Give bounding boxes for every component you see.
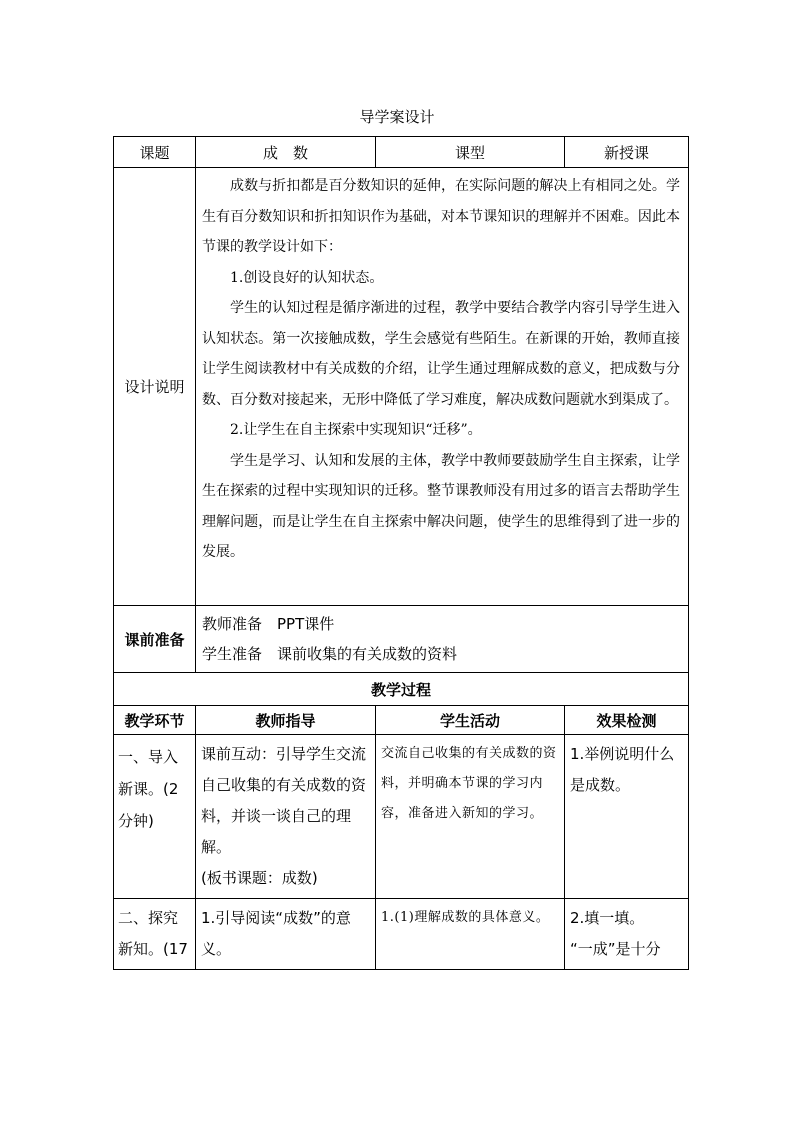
process-title: 教学过程 — [114, 673, 689, 706]
design-paragraph: 成数与折扣都是百分数知识的延伸，在实际问题的解决上有相同之处。学生有百分数知识和折扣知识作为基础，对本节课知识的理解并不困难。因此本节课的教学设计如下： — [202, 178, 680, 255]
teacher-guidance-text: 课前互动：引导学生交流自己收集的有关成数的资料，并谈一谈自己的理解。 — [201, 745, 367, 856]
design-paragraph: 1.创设良好的认知状态。 — [230, 269, 384, 286]
student-prep: 学生准备 课前收集的有关成数的资料 — [202, 645, 458, 663]
effect-check-cell: 1.举例说明什么是成数。 — [565, 735, 689, 899]
teacher-guidance-cell: 1.引导阅读“成数”的意义。 — [196, 899, 376, 970]
topic-value: 成 数 — [196, 137, 376, 168]
type-label: 课型 — [376, 137, 565, 168]
process-title-row — [114, 673, 689, 706]
student-activity-cell: 交流自己收集的有关成数的资料，并明确本节课的学习内容，准备进入新知的学习。 — [376, 735, 565, 899]
teacher-prep: 教师准备 PPT课件 — [202, 615, 335, 633]
process-column-header-row — [114, 706, 689, 735]
prep-row — [114, 606, 689, 673]
column-header: 效果检测 — [565, 706, 689, 735]
design-paragraph: 学生是学习、认知和发展的主体，教学中教师要鼓励学生自主探索，让学生在探索的过程中实现知识的迁移。整节课教师没有用过多的语言去帮助学生理解问题，而是让学生在自主探索中解决问题，使学生的思维得到了进一步的发展。 — [202, 452, 680, 560]
design-paragraph: 2.让学生在自主探索中实现知识“迁移”。 — [230, 422, 482, 438]
header-row — [114, 137, 689, 168]
stage-cell: 二、探究新知。(17 — [114, 899, 196, 970]
effect-check-text: “一成”是十分 — [570, 940, 661, 958]
column-header: 教学环节 — [114, 706, 196, 735]
teacher-guidance-note: (板书课题：成数) — [201, 869, 318, 887]
column-header: 教师指导 — [196, 706, 376, 735]
design-row — [114, 168, 689, 606]
process-row — [114, 735, 689, 899]
design-description — [196, 168, 689, 606]
lesson-plan-table — [113, 136, 689, 970]
design-paragraph: 学生的认知过程是循序渐进的过程，教学中要结合教学内容引导学生进入认知状态。第一次接触成数，学生会感觉有些陌生。在新课的开始，教师直接让学生阅读教材中有关成数的介绍，让学生通过理解成数的意义，把成数与分数、百分数对接起来，无形中降低了学习难度，解决成数问题就水到渠成了。 — [202, 300, 680, 408]
effect-check-cell — [565, 899, 689, 970]
column-header: 学生活动 — [376, 706, 565, 735]
design-label: 设计说明 — [114, 168, 196, 606]
prep-content — [196, 606, 689, 673]
stage-cell: 一、导入新课。(2分钟) — [114, 735, 196, 899]
document-title: 导学案设计 — [359, 108, 435, 126]
teacher-guidance-cell — [196, 735, 376, 899]
student-activity-cell: 1.(1)理解成数的具体意义。 — [376, 899, 565, 970]
effect-check-text: 2.填一填。 — [570, 909, 645, 927]
topic-label: 课题 — [114, 137, 196, 168]
prep-label: 课前准备 — [114, 606, 196, 673]
process-row — [114, 899, 689, 970]
type-value: 新授课 — [565, 137, 689, 168]
